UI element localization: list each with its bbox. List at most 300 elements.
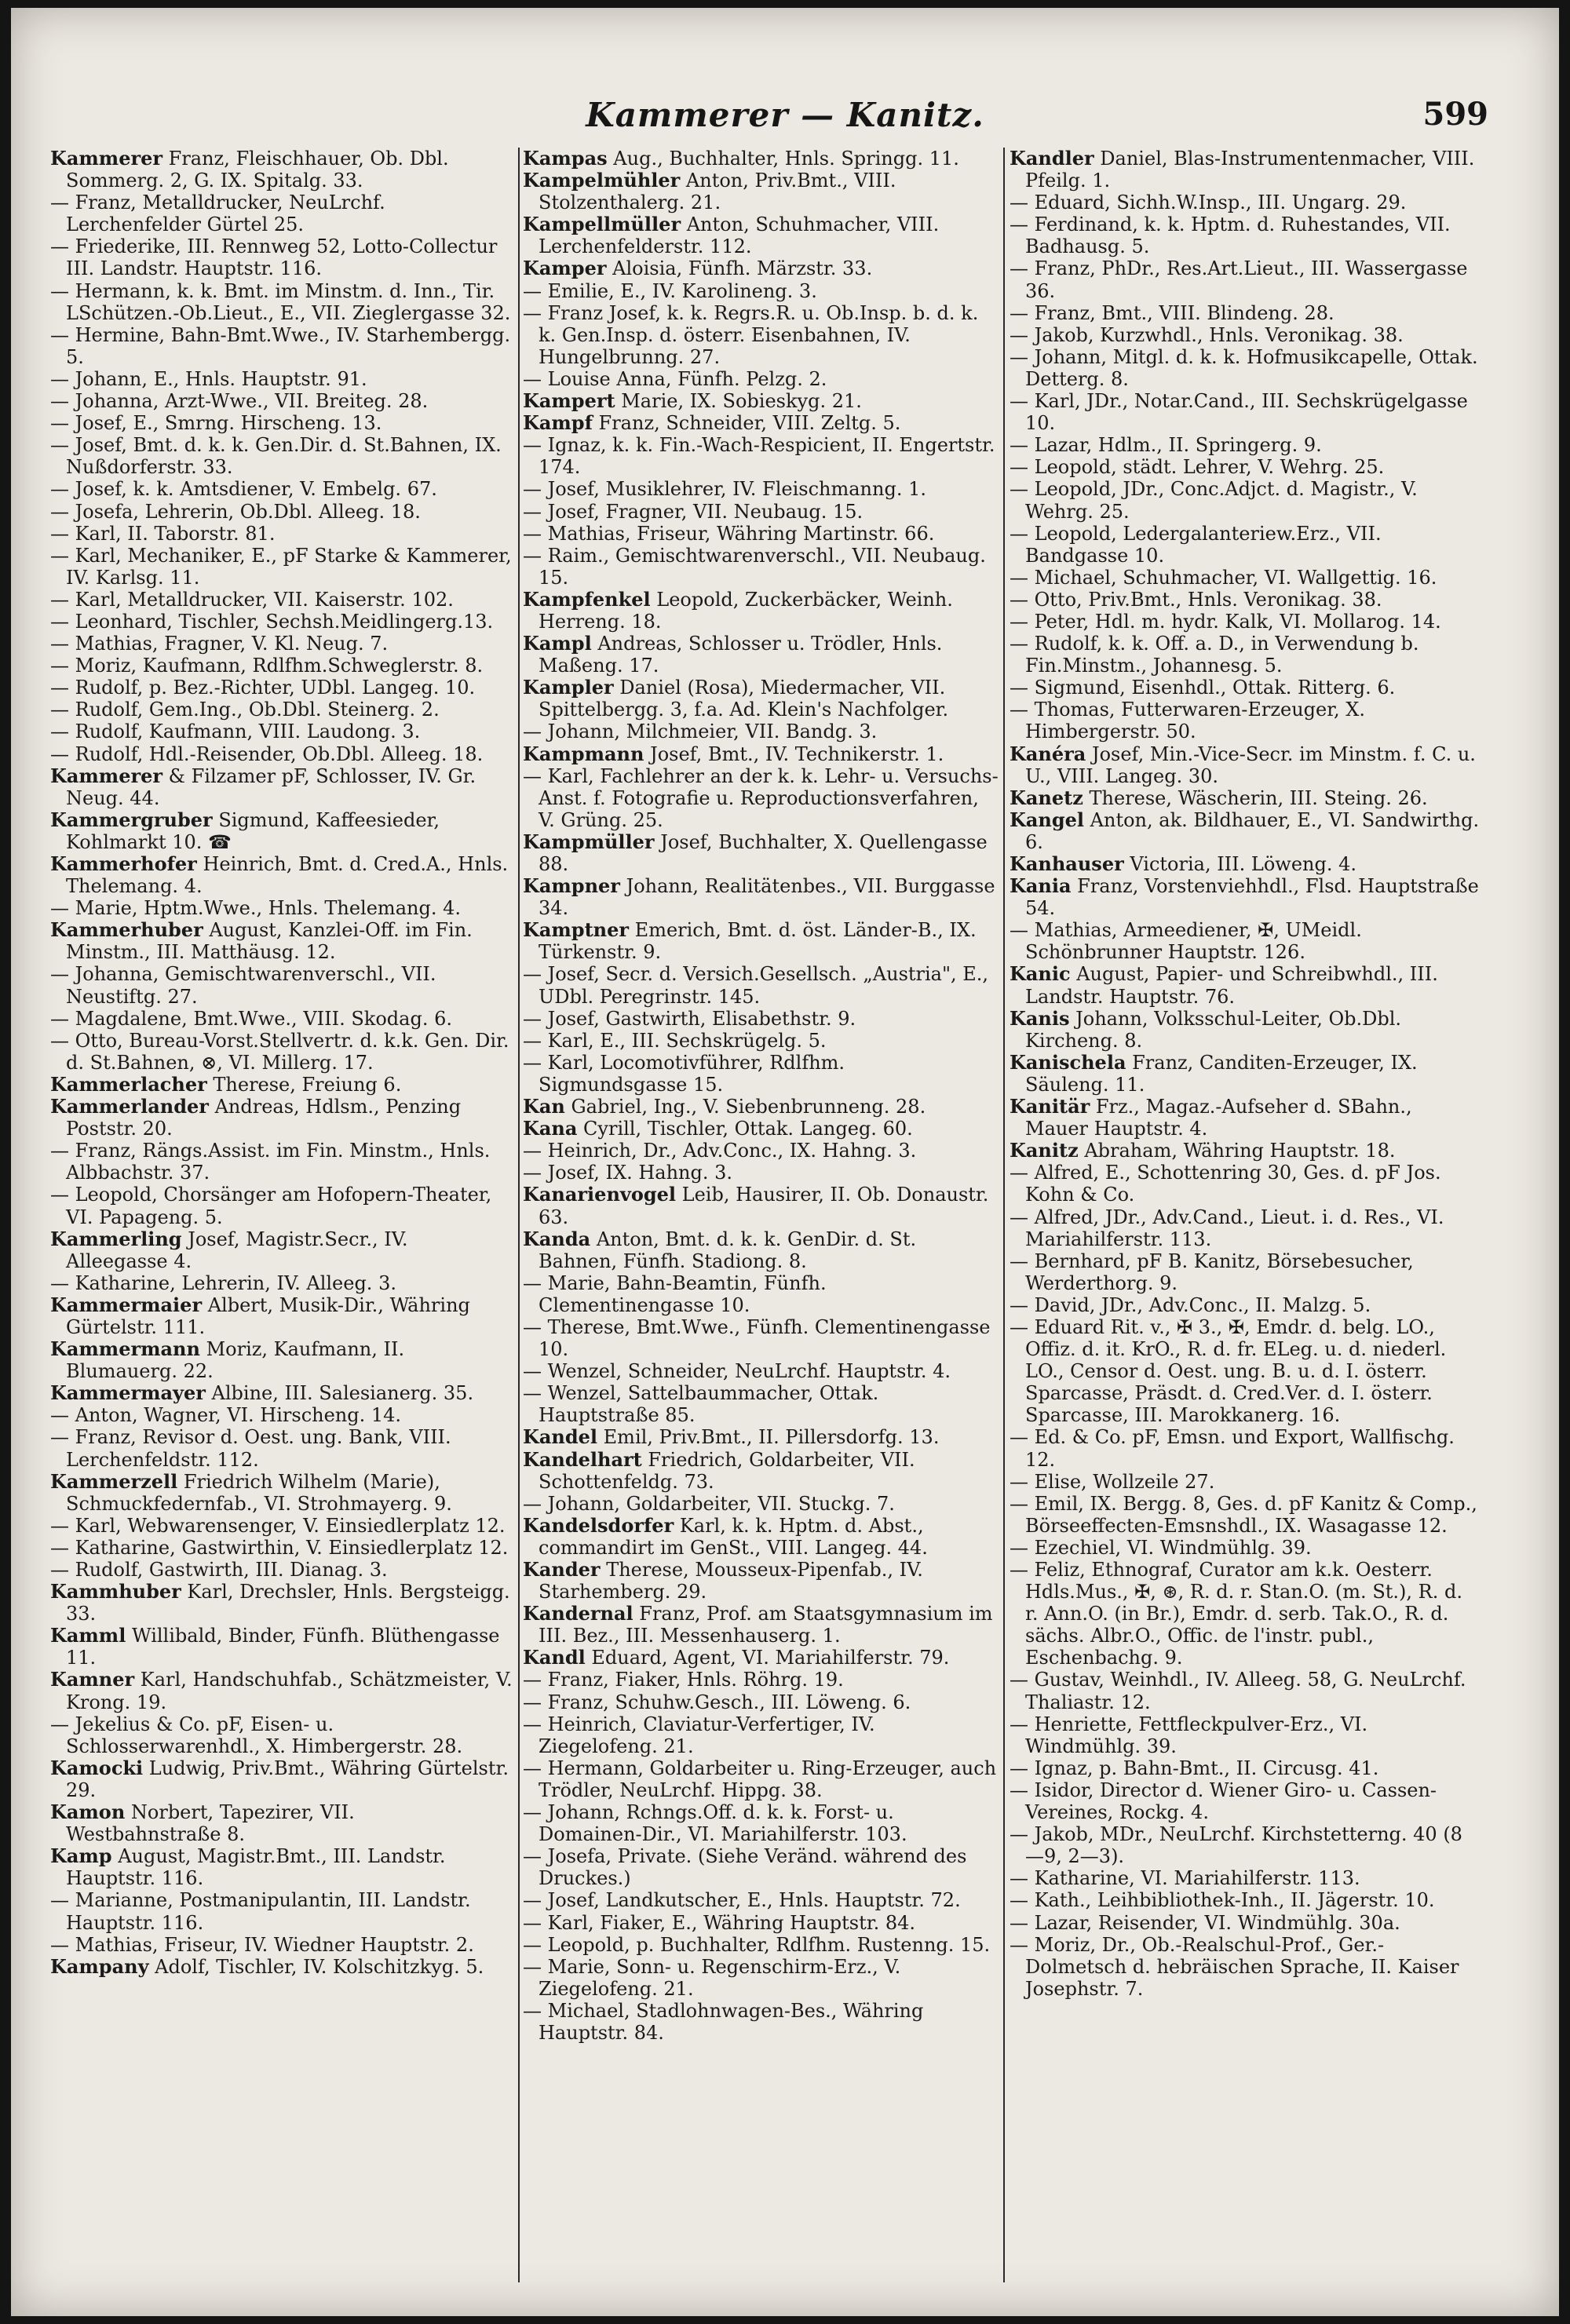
- directory-entry: [50, 1757, 513, 1801]
- entry-details: — Josef, IX. Hahng. 3.: [523, 1162, 732, 1184]
- directory-entry: [523, 1956, 999, 2000]
- entry-details: Friedrich Wilhelm (Marie), Schmuckfedernfab., VI. Strohmayerg. 9.: [66, 1470, 452, 1515]
- entry-details: Anton, Priv.Bmt., VIII. Stolzenthalerg. 21.: [539, 170, 896, 214]
- entry-details: — Franz, Bmt., VIII. Blindeng. 28.: [1010, 301, 1334, 324]
- entry-surname: Kamner: [50, 1668, 135, 1691]
- entry-details: — Michael, Stadlohnwagen-Bes., Währing Hauptstr. 84.: [523, 1999, 924, 2044]
- entry-details: — Ignaz, p. Bahn-Bmt., II. Circusg. 41.: [1010, 1757, 1379, 1779]
- directory-entry: [1010, 1934, 1481, 2000]
- entry-details: — Bernhard, pF B. Kanitz, Börsebesucher, Werderthorg. 9.: [1010, 1250, 1414, 1294]
- directory-entry: [523, 1647, 999, 1669]
- entry-details: — Rudolf, Hdl.-Reisender, Ob.Dbl. Alleeg. 18.: [50, 742, 484, 765]
- directory-entry: [50, 611, 513, 633]
- entry-details: — Franz, Schuhw.Gesch., III. Löweng. 6.: [523, 1691, 911, 1713]
- directory-entry: [50, 1426, 513, 1470]
- directory-entry: [50, 1559, 513, 1581]
- entry-details: Josef, Magistr.Secr., IV. Alleegasse 4.: [66, 1228, 408, 1272]
- directory-entry: [523, 677, 999, 721]
- entry-details: — Therese, Bmt.Wwe., Fünfh. Clementinengasse 10.: [523, 1315, 991, 1361]
- entry-surname: Kanis: [1010, 1006, 1070, 1030]
- entry-details: — Katharine, Gastwirthin, V. Einsiedlerplatz 12.: [50, 1536, 509, 1559]
- entry-surname: Kandel: [523, 1425, 598, 1449]
- directory-entry: [523, 1052, 999, 1096]
- entry-details: Gabriel, Ing., V. Siebenbrunneng. 28.: [564, 1096, 926, 1118]
- entry-details: — Johann, Goldarbeiter, VII. Stuckg. 7.: [523, 1492, 895, 1515]
- directory-entry: [50, 1272, 513, 1294]
- entry-details: — Moriz, Kaufmann, Rdlfhm.Schweglerstr. 8.: [50, 655, 484, 677]
- entry-details: Daniel, Blas-Instrumentenmacher, VIII. Pfeilg. 1.: [1025, 148, 1475, 192]
- entry-surname: Kanetz: [1010, 786, 1083, 809]
- entry-details: Andreas, Schlosser u. Trödler, Hnls. Maßeng. 17.: [539, 633, 943, 677]
- entry-surname: Kandl: [523, 1646, 586, 1669]
- directory-entry: [523, 1515, 999, 1559]
- directory-entry: [523, 213, 999, 257]
- directory-entry: [523, 1449, 999, 1493]
- entry-details: — Rudolf, Gastwirth, III. Dianag. 3.: [50, 1559, 388, 1581]
- entry-details: Josef, Min.-Vice-Secr. im Minstm. f. C. u. U., VIII. Langeg. 30.: [1025, 742, 1476, 787]
- entry-details: — Magdalene, Bmt.Wwe., VIII. Skodag. 6.: [50, 1007, 452, 1030]
- directory-entry: [1010, 1889, 1481, 1911]
- entry-details: Josef, Bmt., IV. Technikerstr. 1.: [644, 742, 944, 765]
- directory-entry: [1010, 346, 1481, 390]
- entry-details: — Johanna, Arzt-Wwe., VII. Breiteg. 28.: [50, 390, 429, 413]
- directory-entry: [523, 831, 999, 875]
- entry-details: Josef, Buchhalter, X. Quellengasse 88.: [539, 830, 988, 875]
- entry-details: — Karl, II. Taborstr. 81.: [50, 522, 276, 545]
- directory-entry: [1010, 1779, 1481, 1823]
- entry-surname: Kandler: [1010, 148, 1094, 170]
- entry-details: — Johanna, Gemischtwarenverschl., VII. Neustiftg. 27.: [50, 963, 436, 1008]
- entry-details: — Katharine, Lehrerin, IV. Alleeg. 3.: [50, 1271, 396, 1294]
- entry-details: — Raim., Gemischtwarenverschl., VII. Neubaug. 15.: [523, 544, 986, 589]
- entry-details: — Wenzel, Schneider, NeuLrchf. Hauptstr. 4.: [523, 1360, 951, 1383]
- entry-surname: Kamper: [523, 257, 607, 280]
- directory-entry: [50, 655, 513, 677]
- directory-entry: [50, 743, 513, 765]
- directory-entry: [50, 1801, 513, 1845]
- directory-entry: [1010, 677, 1481, 699]
- directory-entry: [523, 257, 999, 279]
- entry-surname: Kampmann: [523, 742, 644, 765]
- entry-details: Karl, Handschuhfab., Schätzmeister, V. Krong. 19.: [66, 1669, 513, 1713]
- directory-entry: [523, 1316, 999, 1360]
- entry-details: — Leopold, Ledergalanteriew.Erz., VII. Bandgasse 10.: [1010, 522, 1382, 567]
- directory-entry: [1010, 1162, 1481, 1206]
- entry-details: Johann, Realitätenbes., VII. Burggasse 34.: [539, 875, 995, 920]
- directory-entry: [523, 545, 999, 589]
- entry-details: — Johann, E., Hnls. Hauptstr. 91.: [50, 367, 367, 390]
- entry-details: Anton, ak. Bildhauer, E., VI. Sandwirthg. 6.: [1025, 808, 1480, 853]
- entry-surname: Kammergruber: [50, 808, 213, 831]
- directory-entry: [50, 1096, 513, 1140]
- entry-details: Heinrich, Bmt. d. Cred.A., Hnls. Thelemang. 4.: [66, 853, 509, 898]
- directory-entry: [1010, 456, 1481, 478]
- entry-details: Aloisia, Fünfh. Märzstr. 33.: [606, 257, 873, 280]
- entry-details: Franz, Vorstenviehhdl., Flsd. Hauptstraße 54.: [1025, 875, 1479, 920]
- directory-entry: [523, 1493, 999, 1515]
- entry-surname: Kampfenkel: [523, 587, 651, 611]
- entry-details: Abraham, Währing Hauptstr. 18.: [1078, 1140, 1396, 1162]
- directory-entry: [1010, 324, 1481, 346]
- directory-entry: [50, 280, 513, 324]
- entry-details: — Franz, PhDr., Res.Art.Lieut., III. Wassergasse 36.: [1010, 257, 1468, 302]
- directory-entry: [50, 1581, 513, 1625]
- directory-entry: [1010, 1052, 1481, 1096]
- directory-entry: [50, 434, 513, 478]
- directory-entry: [50, 1140, 513, 1184]
- entry-details: — Leonhard, Tischler, Sechsh.Meidlingerg.13.: [50, 610, 494, 633]
- directory-entry: [1010, 213, 1481, 257]
- entry-details: — Franz, Metalldrucker, NeuLrchf. Lerchenfelder Gürtel 25.: [50, 192, 385, 236]
- directory-entry: [523, 1757, 999, 1801]
- directory-entry: [1010, 875, 1481, 919]
- entry-surname: Kampellmüller: [523, 213, 681, 236]
- entry-surname: Kamptner: [523, 918, 630, 942]
- directory-entry: [1010, 1206, 1481, 1250]
- directory-entry: [1010, 523, 1481, 567]
- entry-details: — Isidor, Director d. Wiener Giro- u. Cassen-Vereines, Rockg. 4.: [1010, 1779, 1437, 1824]
- directory-entry: [1010, 787, 1481, 809]
- directory-entry: [1010, 1669, 1481, 1713]
- directory-entry: [50, 390, 513, 412]
- entry-details: Emil, Priv.Bmt., II. Pillersdorfg. 13.: [597, 1426, 940, 1449]
- entry-surname: Kammerer: [50, 764, 163, 787]
- directory-entry: [523, 148, 999, 170]
- entry-details: — Josef, Secr. d. Versich.Gesellsch. „Austria", E., UDbl. Peregrinstr. 145.: [523, 963, 989, 1008]
- entry-details: Franz, Fleischhauer, Ob. Dbl. Sommerg. 2, G. IX. Spitalg. 33.: [66, 148, 449, 192]
- directory-entry: [523, 280, 999, 302]
- directory-entry: [50, 633, 513, 655]
- entry-details: — Gustav, Weinhdl., IV. Alleeg. 58, G. NeuLrchf. Thaliastr. 12.: [1010, 1669, 1466, 1713]
- entry-surname: Kammhuber: [50, 1580, 181, 1603]
- directory-entry: [523, 523, 999, 545]
- entry-details: — Josef, E., Smrng. Hirscheng. 13.: [50, 412, 382, 435]
- column-1: [50, 148, 513, 2290]
- directory-entry: [1010, 1426, 1481, 1470]
- entry-details: — Johann, Rchngs.Off. d. k. k. Forst- u. Domainen-Dir., VI. Mariahilferstr. 103.: [523, 1801, 907, 1846]
- entry-surname: Kanarienvogel: [523, 1183, 677, 1206]
- entry-details: — Thomas, Futterwaren-Erzeuger, X. Himbergerstr. 50.: [1010, 699, 1366, 743]
- directory-entry: [50, 677, 513, 699]
- entry-surname: Kamml: [50, 1624, 126, 1647]
- entry-details: Aug., Buchhalter, Hnls. Springg. 11.: [607, 148, 959, 170]
- entry-details: — Franz, Rängs.Assist. im Fin. Minstm., Hnls. Albbachstr. 37.: [50, 1140, 491, 1184]
- entry-details: — Rudolf, Gem.Ing., Ob.Dbl. Steinerg. 2.: [50, 699, 440, 721]
- directory-entry: [50, 501, 513, 523]
- entry-details: — Rudolf, Kaufmann, VIII. Laudong. 3.: [50, 721, 421, 743]
- entry-details: — Emil, IX. Bergg. 8, Ges. d. pF Kanitz & Comp., Börseeffecten-Emsnshdl., IX. Wasagasse 12.: [1010, 1492, 1477, 1537]
- entry-surname: Kammerlacher: [50, 1072, 207, 1096]
- entry-details: — Josef, Bmt. d. k. k. Gen.Dir. d. St.Bahnen, IX. Nußdorferstr. 33.: [50, 434, 502, 479]
- directory-entry: [523, 1272, 999, 1316]
- directory-entry: [50, 1294, 513, 1338]
- directory-entry: [523, 633, 999, 677]
- entry-details: — Emilie, E., IV. Karolineng. 3.: [523, 279, 817, 302]
- column-divider: [518, 148, 520, 2282]
- directory-entry: [50, 809, 513, 853]
- directory-entry: [50, 1537, 513, 1559]
- directory-entry: [50, 1471, 513, 1515]
- entry-details: — Alfred, JDr., Adv.Cand., Lieut. i. d. Res., VI. Mariahilferstr. 113.: [1010, 1206, 1444, 1250]
- directory-entry: [50, 324, 513, 368]
- entry-details: Cyrill, Tischler, Ottak. Langeg. 60.: [577, 1118, 913, 1140]
- column-2: [523, 148, 999, 2290]
- directory-entry: [50, 1845, 513, 1889]
- entry-details: Albert, Musik-Dir., Währing Gürtelstr. 111.: [66, 1293, 470, 1338]
- entry-surname: Kander: [523, 1558, 601, 1581]
- entry-details: Andreas, Hdlsm., Penzing Poststr. 20.: [66, 1096, 462, 1140]
- entry-surname: Kanitär: [1010, 1095, 1090, 1118]
- directory-entry: [1010, 809, 1481, 853]
- column-divider: [1003, 148, 1005, 2282]
- directory-entry: [523, 1184, 999, 1228]
- directory-entry: [1010, 478, 1481, 522]
- directory-entry: [50, 919, 513, 963]
- entry-details: Leopold, Zuckerbäcker, Weinh. Herreng. 18.: [539, 588, 953, 633]
- directory-entry: [523, 1118, 999, 1140]
- entry-surname: Kammerzell: [50, 1469, 178, 1493]
- directory-entry: [50, 897, 513, 919]
- directory-entry: [1010, 1559, 1481, 1669]
- directory-entry: [1010, 1713, 1481, 1757]
- entry-surname: Kania: [1010, 874, 1072, 898]
- entry-surname: Kamp: [50, 1844, 112, 1868]
- entry-details: — Josefa, Private. (Siehe Veränd. während des Druckes.): [523, 1845, 967, 1890]
- entry-details: Johann, Volksschul-Leiter, Ob.Dbl. Kircheng. 8.: [1025, 1007, 1402, 1052]
- directory-entry: [50, 1338, 513, 1382]
- entry-surname: Kampler: [523, 676, 614, 699]
- entry-details: Emerich, Bmt. d. öst. Länder-B., IX. Türkenstr. 9.: [539, 919, 977, 964]
- directory-entry: [523, 2000, 999, 2044]
- directory-entry: [50, 1030, 513, 1074]
- entry-details: — Franz, Fiaker, Hnls. Röhrg. 19.: [523, 1669, 844, 1691]
- entry-details: — Karl, Fachlehrer an der k. k. Lehr- u. Versuchs-Anst. f. Fotografie u. Reproductionsverfahren, V. Grüng. 25.: [523, 764, 999, 831]
- entry-surname: Kammerer: [50, 148, 163, 170]
- directory-entry: [50, 235, 513, 279]
- entry-details: — Jekelius & Co. pF, Eisen- u. Schlosserwarenhdl., X. Himbergerstr. 28.: [50, 1713, 463, 1757]
- directory-entry: [1010, 611, 1481, 633]
- entry-surname: Kammerhofer: [50, 852, 197, 875]
- entry-details: — Josef, Gastwirth, Elisabethstr. 9.: [523, 1007, 856, 1030]
- entry-details: — Johann, Mitgl. d. k. k. Hofmusikcapelle, Ottak. Detterg. 8.: [1010, 345, 1478, 390]
- entry-details: Therese, Mousseux-Pipenfab., IV. Starhemberg. 29.: [539, 1559, 923, 1603]
- directory-entry: [50, 1228, 513, 1272]
- directory-entry: [1010, 1471, 1481, 1493]
- entry-details: — Hermann, Goldarbeiter u. Ring-Erzeuger, auch Trödler, NeuLrchf. Hippg. 38.: [523, 1757, 997, 1801]
- directory-entry: [50, 1934, 513, 1956]
- entry-details: — Jakob, MDr., NeuLrchf. Kirchstetterng. 40 (8—9, 2—3).: [1010, 1823, 1462, 1868]
- column-3: [1010, 148, 1481, 2290]
- entry-details: Anton, Schuhmacher, VIII. Lerchenfelderstr. 112.: [539, 213, 940, 258]
- entry-surname: Kammerhuber: [50, 918, 203, 942]
- directory-entry: [1010, 1912, 1481, 1934]
- entry-details: Leib, Hausirer, II. Ob. Donaustr. 63.: [539, 1184, 989, 1228]
- entry-surname: Kanischela: [1010, 1050, 1126, 1074]
- directory-entry: [523, 1140, 999, 1162]
- directory-entry: [1010, 699, 1481, 742]
- entry-details: — Feliz, Ethnograf, Curator am k.k. Oesterr. Hdls.Mus., ✠, ⊛, R. d. r. Stan.O. (m. St.), R. d. r. Ann.O. (in Br.), Emdr. d. serb. Tak.O., R. d. sächs. Albr.O., Offic. de l'instr. publ., Eschenbachg. 9.: [1010, 1559, 1462, 1669]
- entry-details: Franz, Schneider, VIII. Zeltg. 5.: [592, 412, 901, 435]
- entry-details: Adolf, Tischler, IV. Kolschitzkyg. 5.: [148, 1955, 484, 1978]
- directory-entry: [1010, 633, 1481, 677]
- entry-details: August, Kanzlei-Off. im Fin. Minstm., III. Matthäusg. 12.: [66, 919, 473, 964]
- entry-details: — Karl, E., III. Sechskrügelg. 5.: [523, 1029, 827, 1052]
- directory-entry: [1010, 963, 1481, 1007]
- entry-details: Ludwig, Priv.Bmt., Währing Gürtelstr. 29.: [66, 1757, 509, 1801]
- directory-entry: [50, 1382, 513, 1404]
- entry-details: Norbert, Tapezirer, VII. Westbahnstraße 8.: [66, 1801, 355, 1846]
- entry-details: Eduard, Agent, VI. Mariahilferstr. 79.: [585, 1647, 950, 1669]
- entry-details: — Alfred, E., Schottenring 30, Ges. d. pF Jos. Kohn & Co.: [1010, 1162, 1441, 1206]
- directory-entry: [523, 765, 999, 831]
- directory-entry: [1010, 390, 1481, 434]
- entry-details: — Marie, Hptm.Wwe., Hnls. Thelemang. 4.: [50, 897, 461, 920]
- entry-surname: Kampas: [523, 148, 608, 170]
- directory-entry: [1010, 589, 1481, 611]
- entry-details: — Wenzel, Sattelbaummacher, Ottak. Hauptstraße 85.: [523, 1382, 879, 1427]
- entry-details: August, Magistr.Bmt., III. Landstr. Hauptstr. 116.: [66, 1845, 446, 1890]
- entry-details: August, Papier- und Schreibwhdl., III. Landstr. Hauptstr. 76.: [1025, 963, 1438, 1008]
- entry-details: Karl, Drechsler, Hnls. Bergsteigg. 33.: [66, 1581, 510, 1625]
- directory-entry: [50, 1625, 513, 1669]
- entry-details: — Lazar, Reisender, VI. Windmühlg. 30a.: [1010, 1911, 1400, 1934]
- entry-details: — Heinrich, Claviatur-Verfertiger, IV. Ziegelofeng. 21.: [523, 1713, 875, 1757]
- directory-entry: [523, 1845, 999, 1889]
- directory-entry: [523, 1382, 999, 1426]
- directory-entry: [50, 1956, 513, 1978]
- directory-entry: [1010, 1493, 1481, 1537]
- directory-entry: [523, 1426, 999, 1448]
- entry-details: — Mathias, Friseur, Währing Martinstr. 66.: [523, 522, 935, 545]
- entry-details: — Karl, Webwarensenger, V. Einsiedlerplatz 12.: [50, 1514, 506, 1537]
- directory-entry: [50, 589, 513, 611]
- entry-details: Albine, III. Salesianerg. 35.: [205, 1382, 474, 1405]
- directory-entry: [1010, 1823, 1481, 1867]
- entry-details: — Louise Anna, Fünfh. Pelzg. 2.: [523, 367, 827, 390]
- entry-surname: Kampner: [523, 874, 620, 898]
- entry-details: — Elise, Wollzeile 27.: [1010, 1470, 1215, 1493]
- entry-details: — Peter, Hdl. m. hydr. Kalk, VI. Mollarog. 14.: [1010, 610, 1441, 633]
- directory-entry: [1010, 1096, 1481, 1140]
- entry-details: — Otto, Bureau-Vorst.Stellvertr. d. k.k. Gen. Dir. d. St.Bahnen, ⊗, VI. Millerg. 17.: [50, 1029, 509, 1074]
- entry-details: — Josef, Landkutscher, E., Hnls. Hauptstr. 72.: [523, 1889, 961, 1912]
- directory-entry: [523, 1030, 999, 1052]
- entry-details: — Sigmund, Eisenhdl., Ottak. Ritterg. 6.: [1010, 677, 1396, 699]
- directory-entry: [1010, 567, 1481, 589]
- directory-entry: [523, 589, 999, 633]
- entry-details: — Karl, Mechaniker, E., pF Starke & Kammerer, IV. Karlsg. 11.: [50, 544, 512, 589]
- directory-entry: [523, 963, 999, 1007]
- entry-details: — Ignaz, k. k. Fin.-Wach-Respicient, II. Engertstr. 174.: [523, 434, 995, 479]
- entry-details: — Eduard, Sichh.W.Insp., III. Ungarg. 29.: [1010, 192, 1407, 214]
- entry-details: — Eduard Rit. v., ✠ 3., ✠, Emdr. d. belg. LO., Offiz. d. it. KrO., R. d. fr. ELeg. u. d. niederl. LO., Censor d. Oest. ung. B. u. d. I. österr. Sparcasse, Präsdt. d. Cred.Ver. d. I. österr. Sparcasse, III. Marokkanerg. 16.: [1010, 1315, 1447, 1427]
- entry-details: — Johann, Milchmeier, VII. Bandg. 3.: [523, 721, 878, 743]
- entry-details: — Karl, Fiaker, E., Währing Hauptstr. 84.: [523, 1911, 916, 1934]
- directory-entry: [50, 1889, 513, 1933]
- entry-details: — Karl, JDr., Notar.Cand., III. Sechskrügelgasse 10.: [1010, 390, 1468, 435]
- entry-details: — Marianne, Postmanipulantin, III. Landstr. Hauptstr. 116.: [50, 1889, 471, 1934]
- entry-surname: Kampmüller: [523, 830, 655, 853]
- entry-surname: Kampany: [50, 1954, 149, 1978]
- entry-surname: Kanitz: [1010, 1139, 1079, 1162]
- entry-details: — Friederike, III. Rennweg 52, Lotto-Collectur III. Landstr. Hauptstr. 116.: [50, 235, 498, 280]
- directory-entry: [523, 1713, 999, 1757]
- directory-entry: [50, 523, 513, 545]
- directory-entry: [523, 1912, 999, 1934]
- directory-entry: [50, 1713, 513, 1757]
- entry-details: Therese, Wäscherin, III. Steing. 26.: [1083, 786, 1428, 809]
- directory-entry: [1010, 1537, 1481, 1559]
- entry-surname: Kampelmühler: [523, 169, 681, 192]
- directory-entry: [50, 721, 513, 742]
- entry-details: — Leopold, Chorsänger am Hofopern-Theater, VI. Papageng. 5.: [50, 1184, 492, 1228]
- entry-details: — Mathias, Armeediener, ✠, UMeidl. Schönbrunner Hauptstr. 126.: [1010, 919, 1362, 964]
- entry-details: Franz, Prof. am Staatsgymnasium im III. Bez., III. Messenhauserg. 1.: [539, 1603, 993, 1647]
- entry-details: — Anton, Wagner, VI. Hirscheng. 14.: [50, 1404, 402, 1427]
- entry-details: — Rudolf, k. k. Off. a. D., in Verwendung b. Fin.Minstm., Johannesg. 5.: [1010, 633, 1419, 677]
- directory-entry: [523, 1360, 999, 1382]
- directory-entry: [523, 412, 999, 434]
- entry-details: Anton, Bmt. d. k. k. GenDir. d. St. Bahnen, Fünfh. Stadiong. 8.: [539, 1228, 917, 1272]
- directory-entry: [50, 699, 513, 721]
- entry-details: Willibald, Binder, Fünfh. Blüthengasse 11.: [66, 1625, 500, 1669]
- directory-entry: [1010, 1140, 1481, 1162]
- entry-details: — Rudolf, p. Bez.-Richter, UDbl. Langeg. 10.: [50, 677, 476, 699]
- entry-details: — Katharine, VI. Mariahilferstr. 113.: [1010, 1867, 1360, 1890]
- entry-surname: Kammerlander: [50, 1095, 209, 1118]
- directory-entry: [50, 478, 513, 500]
- directory-entry: [1010, 1867, 1481, 1889]
- entry-details: — Leopold, JDr., Conc.Adjct. d. Magistr., V. Wehrg. 25.: [1010, 478, 1418, 523]
- entry-surname: Kangel: [1010, 808, 1085, 831]
- entry-details: — Otto, Priv.Bmt., Hnls. Veronikag. 38.: [1010, 588, 1382, 611]
- entry-details: — Marie, Sonn- u. Regenschirm-Erz., V. Ziegelofeng. 21.: [523, 1955, 901, 2000]
- directory-entry: [523, 1603, 999, 1647]
- entry-details: Daniel (Rosa), Miedermacher, VII. Spittelbergg. 3, f.a. Ad. Klein's Nachfolger.: [539, 677, 949, 721]
- entry-details: — Jakob, Kurzwhdl., Hnls. Veronikag. 38.: [1010, 323, 1404, 346]
- entry-surname: Kandelhart: [523, 1447, 642, 1471]
- entry-surname: Kammermaier: [50, 1293, 203, 1316]
- entry-details: — Ed. & Co. pF, Emsn. und Export, Wallfischg. 12.: [1010, 1426, 1455, 1471]
- entry-surname: Kamocki: [50, 1756, 144, 1779]
- directory-entry: [1010, 434, 1481, 456]
- directory-entry: [1010, 257, 1481, 301]
- entry-details: — Ferdinand, k. k. Hptm. d. Ruhestandes, VII. Badhausg. 5.: [1010, 213, 1451, 258]
- directory-entry: [523, 1801, 999, 1845]
- entry-details: — Michael, Schuhmacher, VI. Wallgettig. 16.: [1010, 566, 1437, 589]
- directory-entry: [50, 765, 513, 809]
- directory-entry: [1010, 302, 1481, 324]
- directory-entry: [523, 1162, 999, 1184]
- page-header: [11, 96, 1559, 143]
- directory-entry: [50, 368, 513, 390]
- entry-details: — Hermine, Bahn-Bmt.Wwe., IV. Starhembergg. 5.: [50, 323, 511, 368]
- entry-surname: Kandernal: [523, 1602, 633, 1625]
- directory-entry: [50, 1184, 513, 1228]
- directory-entry: [523, 1669, 999, 1691]
- entry-surname: Kanic: [1010, 962, 1071, 986]
- directory-entry: [523, 368, 999, 390]
- entry-details: — Mathias, Friseur, IV. Wiedner Hauptstr. 2.: [50, 1933, 474, 1956]
- directory-entry: [523, 919, 999, 963]
- entry-details: — Marie, Bahn-Beamtin, Fünfh. Clementinengasse 10.: [523, 1271, 827, 1316]
- directory-entry: [523, 1008, 999, 1030]
- entry-details: — Josef, Fragner, VII. Neubaug. 15.: [523, 500, 864, 523]
- entry-surname: Kan: [523, 1095, 565, 1118]
- entry-surname: Kammermayer: [50, 1381, 206, 1405]
- page-number: 599: [1422, 96, 1488, 133]
- entry-details: — Ezechiel, VI. Windmühlg. 39.: [1010, 1536, 1312, 1559]
